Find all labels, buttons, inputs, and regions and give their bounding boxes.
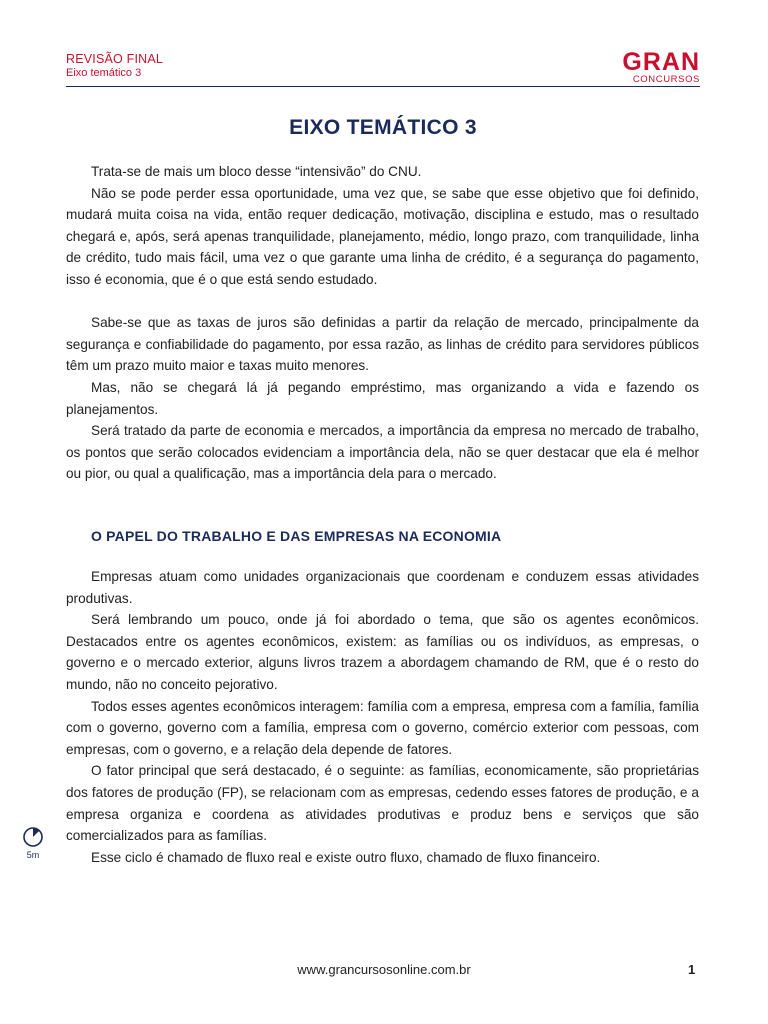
intro-paragraph-3: Sabe-se que as taxas de juros são definidas a partir da relação de mercado, principalmente da segurança e confiabilidade do pagamento, por essa razão, as linhas de crédito para servidores públicos têm um prazo muito maior e taxas muito menores. — [66, 315, 699, 374]
section-heading: O PAPEL DO TRABALHO E DAS EMPRESAS NA ECONOMIA — [91, 528, 502, 544]
header-title: REVISÃO FINAL — [66, 52, 164, 66]
intro-paragraph-4: Mas, não se chegará lá já pegando empréstimo, mas organizando a vida e fazendo os planejamentos. — [66, 380, 699, 417]
section-paragraph-1: Empresas atuam como unidades organizacionais que coordenam e conduzem essas atividades produtivas. — [66, 569, 699, 606]
intro-paragraph-1: Trata-se de mais um bloco desse “intensivão” do CNU. — [91, 164, 422, 179]
intro-paragraph-2: Não se pode perder essa oportunidade, uma vez que, se sabe que esse objetivo que foi definido, mudará muita coisa na vida, então requer dedicação, motivação, disciplina e estudo, mas o resultado chegará e, após, será apenas tranquilidade, planejamento, médio, longo prazo, com tranquilidade, linha de crédito, tudo mais fácil, uma vez o que garante uma linha de crédito, é a segurança do pagamento, isso é economia, que é o que está sendo estudado. — [66, 185, 699, 287]
section-paragraph-2: Será lembrando um pouco, onde já foi abordado o tema, que são os agentes econômicos. Destacados entre os agentes econômicos, existem: as famílias ou os indivíduos, as empresas, o governo e o mercado exterior, alguns livros trazem a abordagem chamando de RM, que é o resto do mundo, não no conceito pejorativo. — [66, 612, 699, 692]
document-title: EIXO TEMÁTICO 3 — [289, 116, 477, 139]
logo-sub-text: CONCURSOS — [632, 74, 700, 85]
section-paragraph-4: O fator principal que será destacado, é o seguinte: as famílias, economicamente, são proprietárias dos fatores de produção (FP), se relacionam com as empresas, cedendo esses fatores de produção, e a empresa organiza e coordena as atividades produtivas e produz bens e serviços que são comercializados para as famílias. — [66, 763, 699, 844]
logo-main-text: GRAN — [622, 48, 700, 76]
intro-paragraph-5: Será tratado da parte de economia e mercados, a importância da empresa no mercado de trabalho, os pontos que serão colocados evidenciam a importância dela, não se quer destacar que ela é melhor ou pior, ou qual a qualificação, mas a importância dela para o mercado. — [66, 423, 699, 482]
time-marker — [20, 826, 46, 860]
gran-logo — [610, 50, 700, 84]
header-subtitle: Eixo temático 3 — [66, 67, 142, 79]
page-number: 1 — [688, 962, 696, 977]
timer-label: 5m — [26, 850, 40, 860]
timer-icon — [22, 826, 44, 848]
page-header — [66, 50, 700, 87]
section-paragraph-5: Esse ciclo é chamado de fluxo real e existe outro fluxo, chamado de fluxo financeiro. — [91, 849, 601, 865]
section-paragraph-3: Todos esses agentes econômicos interagem: família com a empresa, empresa com a família, família com o governo, governo com a família, empresa com o governo, comércio exterior com pessoas, com empresas, com o governo, e a relação dela depende de fatores. — [66, 698, 699, 757]
footer-url[interactable]: www.grancursosonline.com.br — [297, 962, 471, 977]
